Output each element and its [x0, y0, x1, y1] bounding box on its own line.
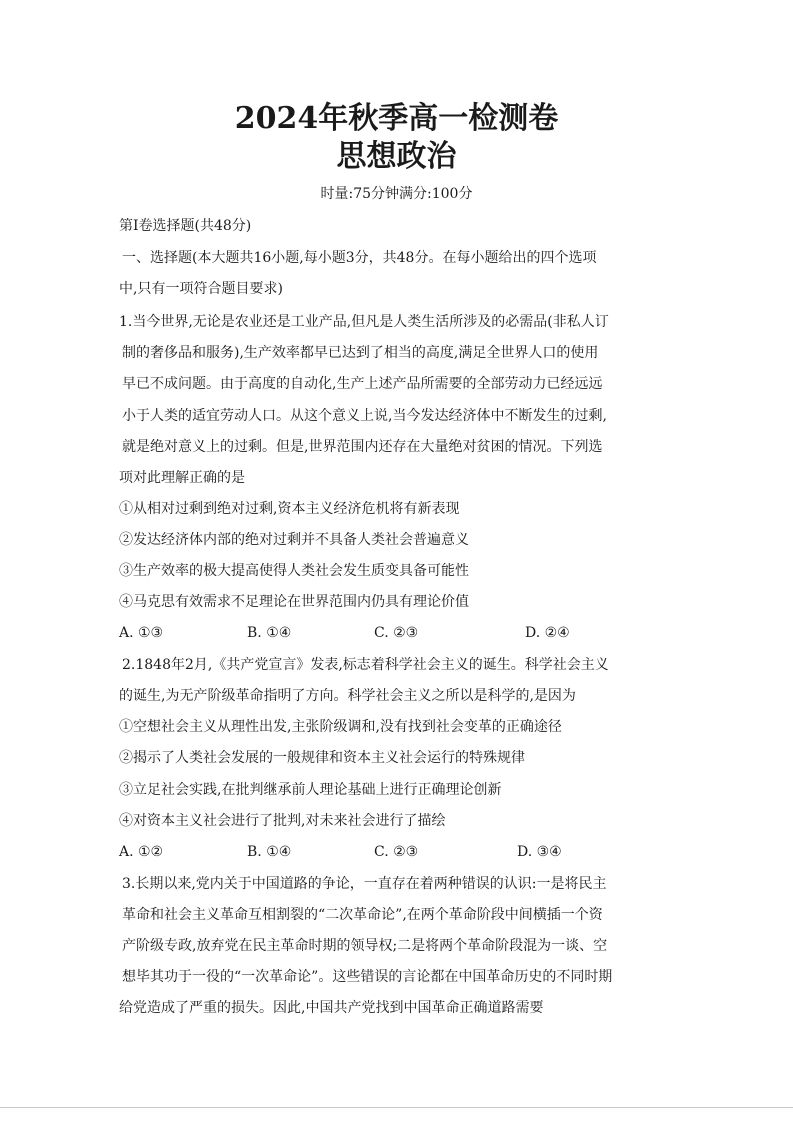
part-heading: 第Ⅰ卷选择题(共48分) [119, 218, 252, 234]
option-d: D. ③④ [517, 844, 562, 860]
option-d: D. ②④ [525, 625, 570, 641]
question-stem-line: 2.1848年2月,《共产党宣言》发表,标志着科学社会主义的诞生。科学社会主义 [122, 657, 609, 673]
question-stem-line: 想毕其功于一役的“一次革命论”。这些错误的言论都在中国革命历史的不同时期 [122, 969, 613, 985]
question-stem-line: 小于人类的适宜劳动人口。从这个意义上说,当今发达经济体中不断发生的过剩, [122, 408, 607, 424]
statement: ③生产效率的极大提高使得人类社会发生质变具备可能性 [119, 563, 469, 579]
question-stem-line: 产阶级专政,放弃党在民主革命时期的领导权;二是将两个革命阶段混为一谈、空 [122, 938, 608, 954]
statement: ④马克思有效需求不足理论在世界范围内仍具有理论价值 [119, 594, 469, 610]
statement: ③立足社会实践,在批判继承前人理论基础上进行正确理论创新 [119, 782, 502, 798]
page-bottom-rule [0, 1107, 793, 1108]
option-b: B. ①④ [247, 625, 292, 641]
question-stem-line: 项对此理解正确的是 [119, 470, 245, 486]
question-stem-line: 1.当今世界,无论是农业还是工业产品,但凡是人类生活所涉及的必需品(非私人订 [119, 314, 609, 330]
statement: ②揭示了人类社会发展的一般规律和资本主义社会运行的特殊规律 [119, 750, 525, 766]
question-stem-line: 3.长期以来,党内关于中国道路的争论，一直存在着两种错误的认识:一是将民主 [122, 876, 607, 892]
question-stem-line: 早已不成问题。由于高度的自动化,生产上述产品所需要的全部劳动力已经远远 [122, 376, 603, 392]
statement: ④对资本主义社会进行了批判,对未来社会进行了描绘 [119, 813, 446, 829]
statement: ①空想社会主义从理性出发,主张阶级调和,没有找到社会变革的正确途径 [119, 719, 562, 735]
subject-title: 思想政治 [336, 139, 457, 174]
option-c: C. ②③ [374, 844, 419, 860]
question-stem-line: 就是绝对意义上的过剩。但是,世界范围内还存在大量绝对贫困的情况。下列选 [122, 439, 603, 455]
instructions-line: 中,只有一项符合题目要求) [119, 281, 283, 297]
exam-title: 2024年秋季高一检测卷 [234, 101, 559, 136]
instructions-line: 一、选择题(本大题共16小题,每小题3分，共48分。在每小题给出的四个选项 [122, 250, 597, 266]
option-b: B. ①④ [247, 844, 292, 860]
option-a: A. ①② [119, 844, 164, 860]
statement: ①从相对过剩到绝对过剩,资本主义经济危机将有新表现 [119, 501, 460, 517]
question-stem-line: 的诞生,为无产阶级革命指明了方向。科学社会主义之所以是科学的,是因为 [119, 688, 576, 704]
question-stem-line: 制的奢侈品和服务),生产效率都早已达到了相当的高度,满足全世界人口的使用 [122, 345, 599, 361]
question-stem-line: 革命和社会主义革命互相割裂的“二次革命论”,在两个革命阶段中间横插一个资 [122, 907, 603, 923]
question-stem-line: 给党造成了严重的损失。因此,中国共产党找到中国革命正确道路需要 [119, 1000, 544, 1016]
option-c: C. ②③ [374, 625, 419, 641]
exam-meta: 时量:75分钟满分:100分 [320, 186, 473, 202]
option-a: A. ①③ [119, 625, 164, 641]
statement: ②发达经济体内部的绝对过剩并不具备人类社会普遍意义 [119, 532, 469, 548]
